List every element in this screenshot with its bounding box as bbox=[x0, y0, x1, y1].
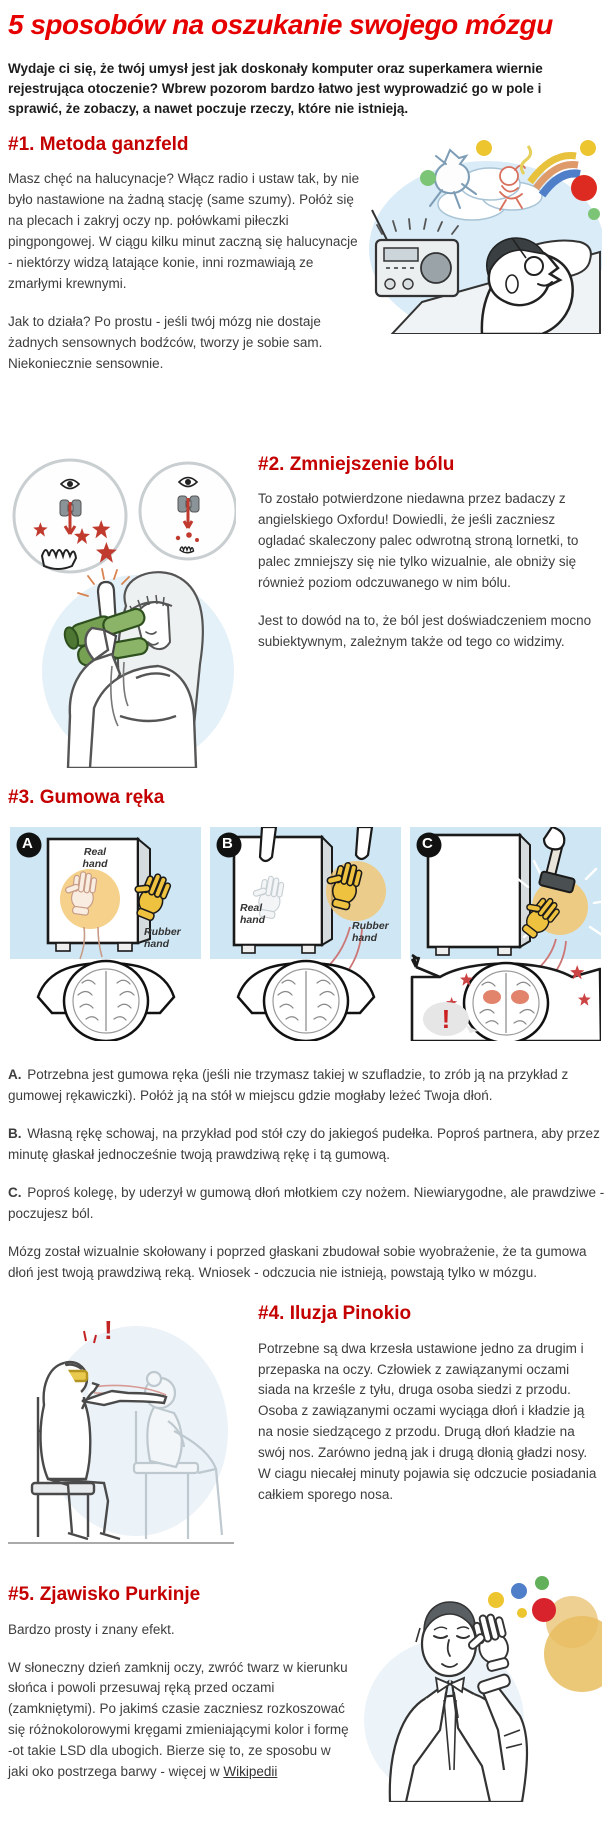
rubber-hand-panels bbox=[10, 827, 602, 1041]
color-dots bbox=[488, 1576, 556, 1622]
eye-icon bbox=[61, 479, 79, 488]
rubber-hand-label: Rubber hand bbox=[144, 926, 181, 950]
screen-box bbox=[234, 837, 332, 953]
purkinje-text: W słoneczny dzień zamknij oczy, zwróć twarz w kierunku słońca i powoli przesuwaj ręką przed oczami (zamkniętymi). Po jakimś czasie zaczniesz rozkoszować się różnokolorowymi kręgami zmieniającymi kolor i formę -ot takie LSD dla ubogich. Bierze się to, ze sposobu w jaki oko postrzega barwy - więcej w bbox=[8, 1659, 349, 1780]
exclamation-mark: ! bbox=[104, 1314, 113, 1345]
paragraph: To zostało potwierdzone niedawna przez badaczy z angielskiego Oxfordu! Dowiedli, że jeśli zaczniesz ogladać skaleczony palec odwrotną stroną lornetki, to palec zmniejszy się nie tylko wizualnie, ale obniży się również poziom odczuwanego w nim bólu. bbox=[258, 491, 579, 591]
eye-icon bbox=[179, 477, 197, 486]
pain-region-right bbox=[511, 990, 529, 1004]
step-b bbox=[8, 1124, 606, 1166]
real-hand-label: Real hand bbox=[240, 902, 266, 926]
page-title: 5 sposobów na oszukanie swojego mózgu bbox=[8, 9, 553, 40]
ganzfeld-illustration bbox=[362, 134, 602, 392]
section-3-heading: #3. Gumowa ręka bbox=[8, 786, 165, 808]
paragraph: Jest to dowód na to, że ból jest doświadczeniem mocno subiektywnym, zależnym także od tego co widzimy. bbox=[258, 613, 592, 649]
section-rubber-hand bbox=[8, 786, 605, 1284]
section-ganzfeld bbox=[8, 134, 602, 392]
section-pinocchio-text bbox=[238, 1301, 602, 1558]
brain-highlight-head bbox=[464, 963, 548, 1041]
rubber-hand-label: Rubber hand bbox=[352, 920, 389, 944]
pinocchio-illustration-svg bbox=[8, 1301, 234, 1553]
panel-c bbox=[410, 827, 601, 1041]
purkinje-illustration-svg bbox=[354, 1570, 602, 1802]
real-hand-label: Real hand bbox=[82, 846, 108, 870]
panel-c-letter: C bbox=[422, 835, 433, 853]
big-pain-circle bbox=[14, 460, 126, 572]
section-pain-text bbox=[238, 416, 602, 773]
paragraph: Bardzo prosty i znany efekt. bbox=[8, 1621, 175, 1637]
woman-with-binoculars bbox=[42, 569, 234, 768]
section-purkinje bbox=[8, 1584, 602, 1807]
rubber-hand-steps bbox=[8, 1065, 605, 1283]
section-ganzfeld-text bbox=[8, 134, 362, 392]
panel-c-svg bbox=[410, 827, 601, 1041]
brain-head-icon bbox=[238, 961, 374, 1041]
panel-a-letter: A bbox=[22, 835, 33, 853]
pain-region-left bbox=[483, 990, 501, 1004]
section-5-heading: #5. Zjawisko Purkinje bbox=[8, 1583, 201, 1605]
wikipedia-link[interactable]: Wikipedii bbox=[223, 1764, 278, 1780]
brain-head-icon bbox=[38, 961, 174, 1041]
paragraph: Jak to działa? Po prostu - jeśli twój mózg nie dostaje żadnych sensownych bodźców, tworzy je sobie sam. Niekoniecznie sensownie. bbox=[8, 313, 323, 371]
step-c-label: C. bbox=[8, 1185, 22, 1201]
section-2-heading: #2. Zmniejszenie bólu bbox=[258, 453, 455, 475]
purkinje-illustration bbox=[354, 1570, 602, 1807]
step-a-label: A. bbox=[8, 1067, 22, 1083]
section-1-heading: #1. Metoda ganzfeld bbox=[8, 133, 189, 155]
paragraph: Masz chęć na halucynacje? Włącz radio i ustaw tak, by nie było nastawione na żadną stację (same szumy). Połóż się na plecach i zakryj oczy np. połówkami piłeczki pingpongowej. W ciągu kilku minut zaczną się halucynacje - niektórzy widzą latające konie, inni rozmawiają ze zmarłymi krewnymi. bbox=[8, 171, 360, 291]
pinocchio-illustration bbox=[8, 1301, 238, 1558]
intro-paragraph: Wydaje ci się, że twój umysł jest jak doskonały komputer oraz superkamera wiernie rejestrująca otoczenie? Wbrew pozorom bardzo łatwo jest wyprowadzić go w pole i sprawić, że zobaczy, a nawet poczuje rzeczy, które nie istnieją. bbox=[8, 60, 543, 117]
step-c bbox=[8, 1183, 606, 1225]
pingpong-eye-cup bbox=[525, 257, 543, 275]
section-4-heading: #4. Iluzja Pinokio bbox=[258, 1302, 412, 1324]
purkinje-paragraph bbox=[8, 1658, 354, 1784]
paragraph: Potrzebne są dwa krzesła ustawione jedno za drugim i przepaska na oczy. Człowiek z zawiązanymi oczami siada na krześle z tyłu, druga osoba siedzi z przodu. Osoba z zawiązanymi oczami wyciąga dłoń i kładzie ją na nosie siedzącego z przodu. Drugą dłoń kładzie na swój nos. Zarówno jedną jak i drugą dłonią gładzi nosy. W ciagu niecałej minuty pojawia się odczucie posiadania całkiem sporego nosa. bbox=[258, 1340, 597, 1503]
step-b-text: Własną rękę schowaj, na przykład pod stół czy do jakiegoś pudełka. Poproś partnera, aby przez minutę głaskał jednocześnie twoją prawdziwą rękę i tą gumową. bbox=[8, 1126, 600, 1163]
exclamation-mark: ! bbox=[441, 1004, 451, 1035]
section-pinocchio bbox=[8, 1301, 602, 1558]
section-purkinje-text bbox=[8, 1584, 354, 1807]
binoculars-illustration bbox=[8, 416, 238, 773]
ganzfeld-illustration-svg bbox=[362, 134, 602, 334]
step-b-label: B. bbox=[8, 1126, 22, 1142]
panel-b-letter: B bbox=[222, 835, 233, 853]
section-pain bbox=[8, 416, 602, 773]
screen-box bbox=[428, 835, 530, 955]
panel-a bbox=[10, 827, 201, 1041]
rubber-hand-conclusion: Mózg został wizualnie skołowany i poprzed głaskani zbudował sobie wyobrażenie, że ta gumowa dłoń jest twoją prawdziwą reką. Wniosek - odczucia nie istnieją, powstają tylko w mózgu. bbox=[8, 1243, 587, 1280]
step-c-text: Poproś kolegę, by uderzył w gumową dłoń młotkiem czy nożem. Niewiarygodne, ale prawdziwe - poczujesz ból. bbox=[8, 1185, 605, 1222]
small-pain-circle bbox=[140, 463, 236, 559]
binoculars-illustration-svg bbox=[8, 416, 236, 768]
step-a bbox=[8, 1065, 606, 1107]
step-a-text: Potrzebna jest gumowa ręka (jeśli nie trzymasz takiej w szufladzie, to zrób ją na przykład z gumowej rękawiczki). Połóż ją na stół w miejscu gdzie mogłaby leżeć Twoja dłoń. bbox=[8, 1067, 569, 1104]
panel-b bbox=[210, 827, 401, 1041]
